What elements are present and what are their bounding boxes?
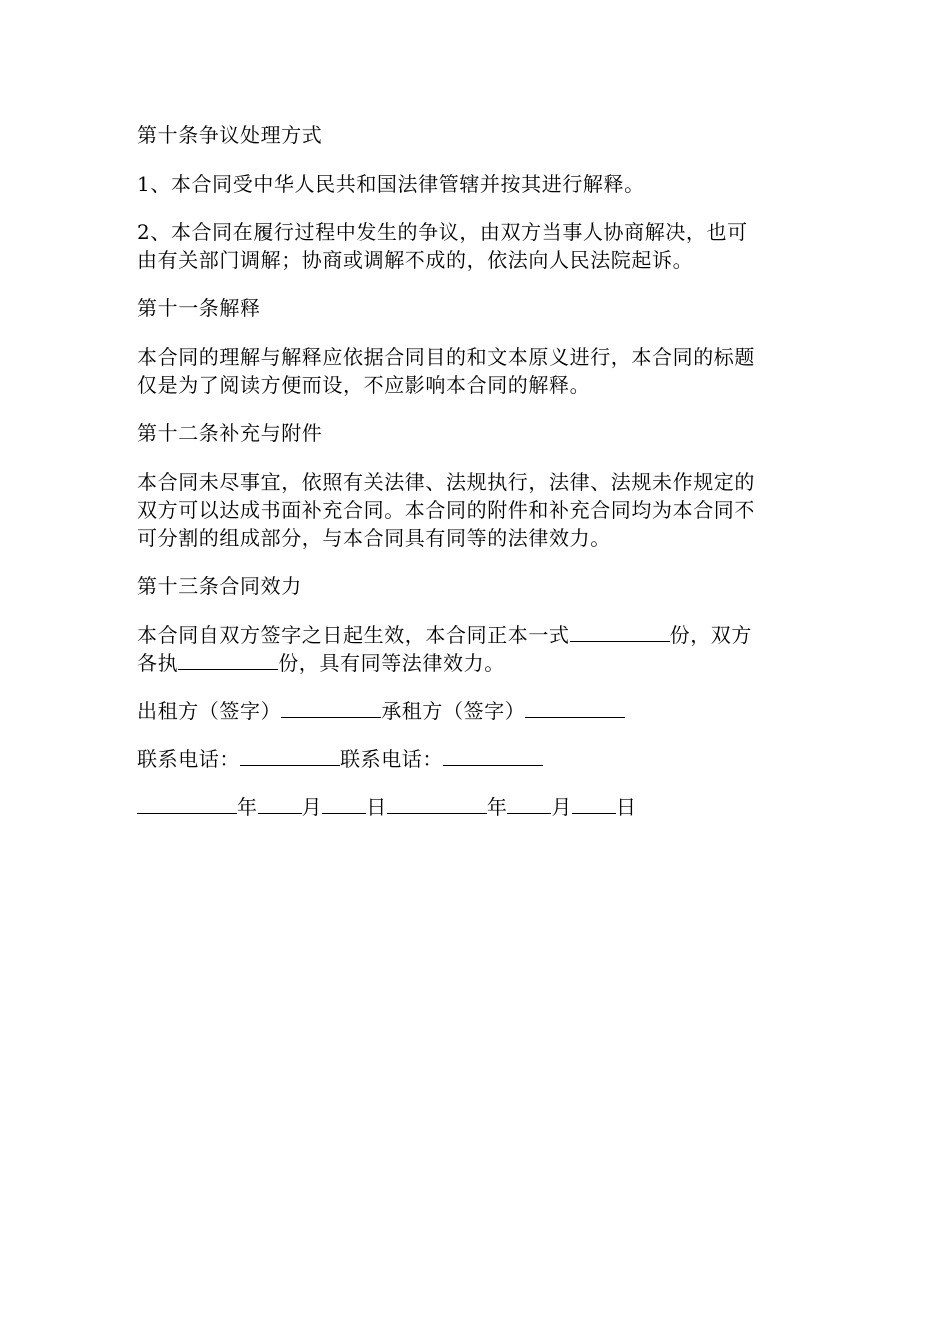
article-12-title: 第十二条补充与附件: [137, 421, 323, 445]
article-11-title: 第十一条解释: [137, 296, 261, 320]
year-label: 年: [237, 795, 258, 819]
lessor-year-blank[interactable]: [137, 795, 237, 814]
lessee-signature-blank[interactable]: [525, 699, 625, 718]
lessee-phone-label: 联系电话：: [340, 747, 443, 771]
lessee-month-blank[interactable]: [507, 795, 551, 814]
lessor-month-blank[interactable]: [258, 795, 302, 814]
paragraph-line: 双方可以达成书面补充合同。本合同的附件和补充合同均为本合同不: [137, 498, 755, 522]
day-label: 日: [366, 795, 387, 819]
paragraph-line: 本合同未尽事宜，依照有关法律、法规执行，法律、法规未作规定的: [137, 470, 755, 494]
year-label: 年: [486, 795, 508, 819]
lessor-phone-blank[interactable]: [240, 747, 340, 766]
lessee-signature-label: 承租方（签字）: [381, 699, 526, 723]
article-10-clause-1: [137, 170, 815, 198]
lessor-phone-label: 联系电话：: [137, 747, 240, 771]
article-13-title: 第十三条合同效力: [137, 574, 302, 598]
lessee-year-blank[interactable]: [387, 795, 487, 814]
month-label: 月: [301, 795, 323, 819]
copies-each-blank[interactable]: [178, 651, 278, 670]
date-row: [137, 793, 815, 821]
paragraph-line: [137, 621, 815, 649]
document-body: [137, 121, 815, 841]
date-line: [137, 793, 815, 821]
copies-total-blank[interactable]: [570, 623, 670, 642]
day-label: 日: [616, 795, 637, 819]
clause-line: 1、本合同受中华人民共和国法律管辖并按其进行解释。: [137, 172, 645, 196]
lessee-phone-blank[interactable]: [443, 747, 543, 766]
paragraph-line: 本合同的理解与解释应依据合同目的和文本原义进行，本合同的标题: [137, 345, 755, 369]
text-fragment: 各执: [137, 651, 179, 675]
phone-row: [137, 745, 815, 773]
paragraph-line: [137, 649, 815, 677]
lessor-day-blank[interactable]: [322, 795, 366, 814]
clause-line: 由有关部门调解；协商或调解不成的，依法向人民法院起诉。: [137, 248, 694, 272]
paragraph-line: 仅是为了阅读方便而设，不应影响本合同的解释。: [137, 373, 591, 397]
text-fragment: 份，具有同等法律效力。: [278, 651, 505, 675]
article-10-title: 第十条争议处理方式: [137, 123, 323, 147]
paragraph-line: 可分割的组成部分，与本合同具有同等的法律效力。: [137, 526, 611, 550]
article-11-paragraph: [137, 343, 815, 399]
article-10-clause-2: [137, 218, 815, 274]
month-label: 月: [551, 795, 573, 819]
lessor-signature-label: 出租方（签字）: [137, 699, 282, 723]
signature-line: [137, 697, 815, 725]
article-12-paragraph: [137, 468, 815, 552]
lessee-day-blank[interactable]: [572, 795, 616, 814]
text-fragment: 份，双方: [669, 623, 753, 647]
article-13-paragraph: [137, 621, 815, 677]
clause-line: 2、本合同在履行过程中发生的争议，由双方当事人协商解决，也可: [137, 220, 748, 244]
lessor-signature-blank[interactable]: [281, 699, 381, 718]
text-fragment: 本合同自双方签字之日起生效，本合同正本一式: [137, 623, 570, 647]
signature-row: [137, 697, 815, 725]
phone-line: [137, 745, 815, 773]
